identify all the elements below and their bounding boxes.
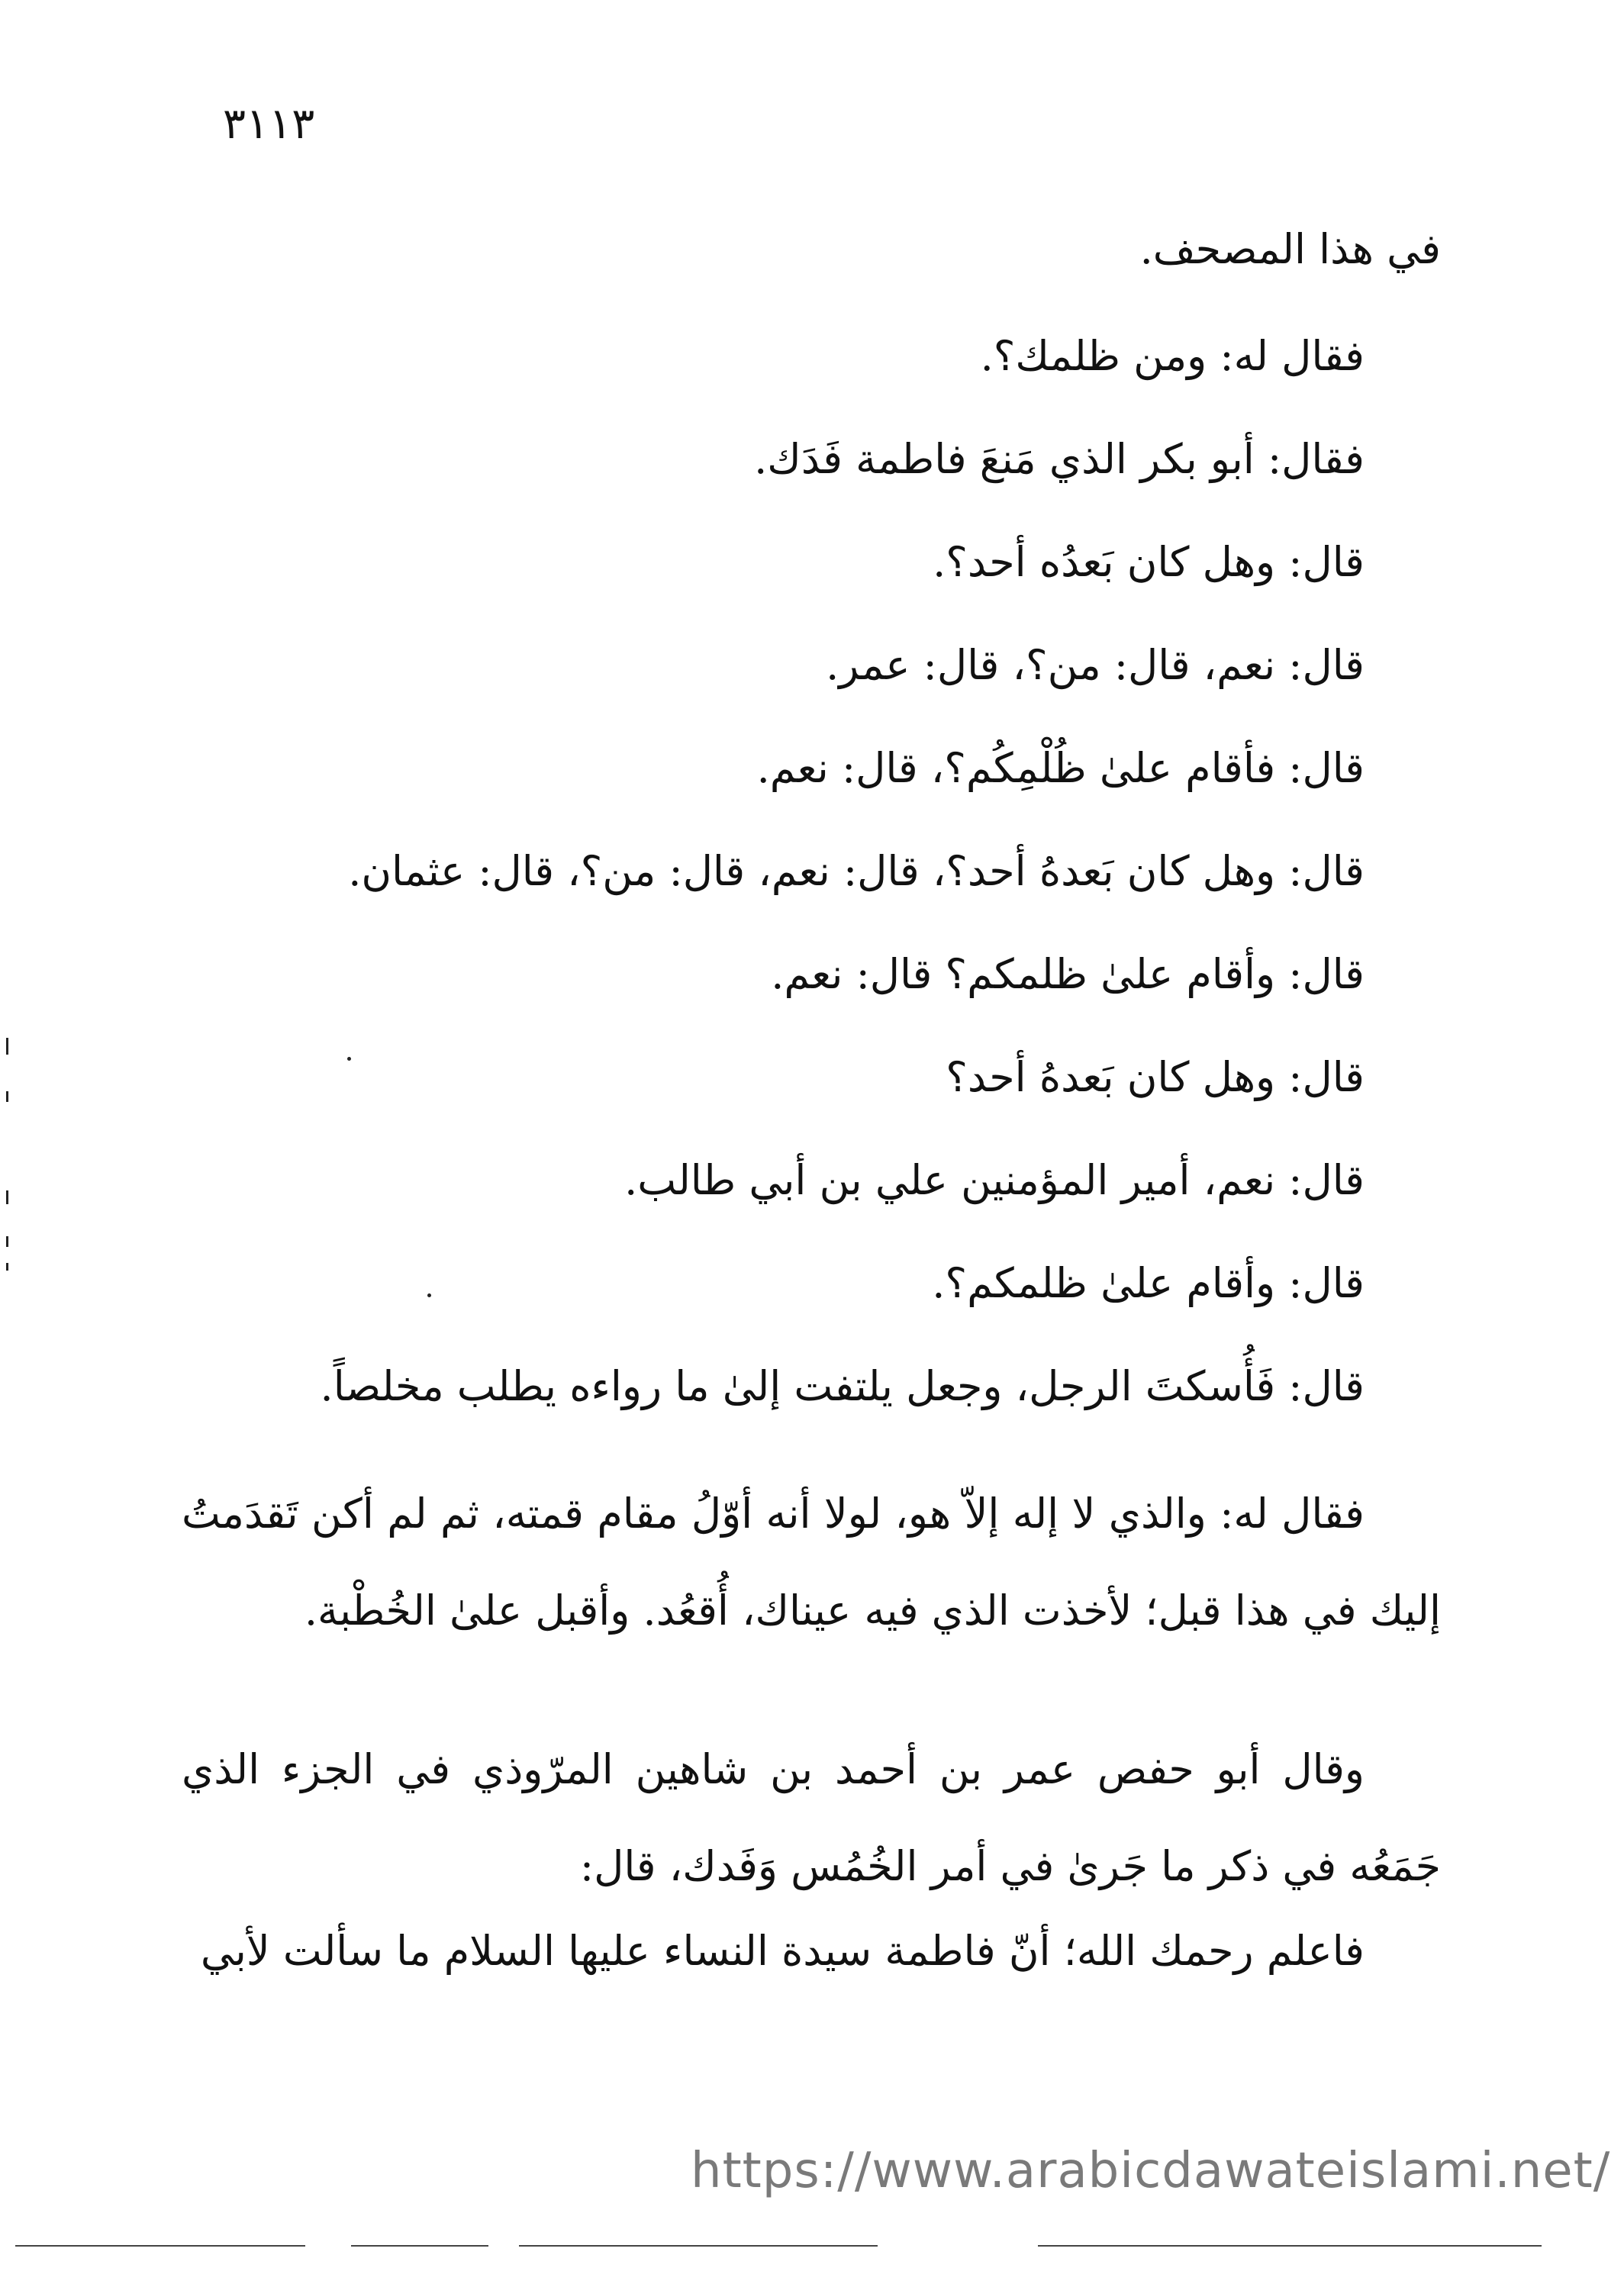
text-line: قال: وهل كان بَعدهُ أحد؟، قال: نعم، قال: من؟، قال: عثمان. <box>348 847 1365 895</box>
page-number: ٣١١٣ <box>223 99 315 149</box>
scan-rule <box>1038 2245 1542 2247</box>
text-line: فاعلم رحمك الله؛ أنّ فاطمة سيدة النساء عليها السلام ما سألت لأبي <box>200 1927 1365 1975</box>
scan-rule <box>15 2245 305 2247</box>
text-line: قال: وأقام علىٰ ظلمكم؟ قال: نعم. <box>771 950 1365 998</box>
scan-mark <box>6 1190 8 1204</box>
watermark-url: https://www.arabicdawateislami.net/ <box>691 2143 1611 2199</box>
text-line: قال: فَأُسكتَ الرجل، وجعل يلتفت إلىٰ ما رواءه يطلب مخلصاً. <box>320 1362 1365 1410</box>
text-line: قال: نعم، أمير المؤمنين علي بن أبي طالب. <box>624 1156 1365 1204</box>
text-line: قال: وأقام علىٰ ظلمكم؟. <box>932 1259 1365 1307</box>
text-line: فقال له: ومن ظلمك؟. <box>980 332 1365 380</box>
scan-rule <box>351 2245 488 2247</box>
text-line: قال: فأقام علىٰ ظُلْمِكُم؟، قال: نعم. <box>756 744 1365 792</box>
scan-rule <box>519 2245 878 2247</box>
text-line: قال: وهل كان بَعدُه أحد؟. <box>933 538 1365 586</box>
text-line: فقال: أبو بكر الذي مَنعَ فاطمة فَدَك. <box>754 435 1365 483</box>
scan-mark <box>6 1236 8 1247</box>
text-line: قال: نعم، قال: من؟، قال: عمر. <box>826 641 1365 689</box>
paragraph: وقال أبو حفص عمر بن أحمد بن شاهين المرّوذي في الجزء الذي جَمَعُه في ذكر ما جَرىٰ في أمر الخُمُس وَفَدك، قال: <box>182 1745 1441 1890</box>
paragraph: فقال له: والذي لا إله إلاّ هو، لولا أنه أوّلُ مقام قمته، ثم لم أكن تَقدَمتُ إليك في هذا قبل؛ لأخذت الذي فيه عيناك، أُقعُد. وأقبل علىٰ الخُطْبة. <box>182 1490 1441 1635</box>
scan-mark <box>6 1091 8 1102</box>
scan-speck <box>347 1057 351 1061</box>
scan-mark <box>6 1038 8 1055</box>
text-line: في هذا المصحف. <box>1139 225 1441 273</box>
scan-mark <box>6 1263 8 1271</box>
text-line: قال: وهل كان بَعدهُ أحد؟ <box>946 1053 1365 1101</box>
scan-speck <box>427 1293 431 1297</box>
